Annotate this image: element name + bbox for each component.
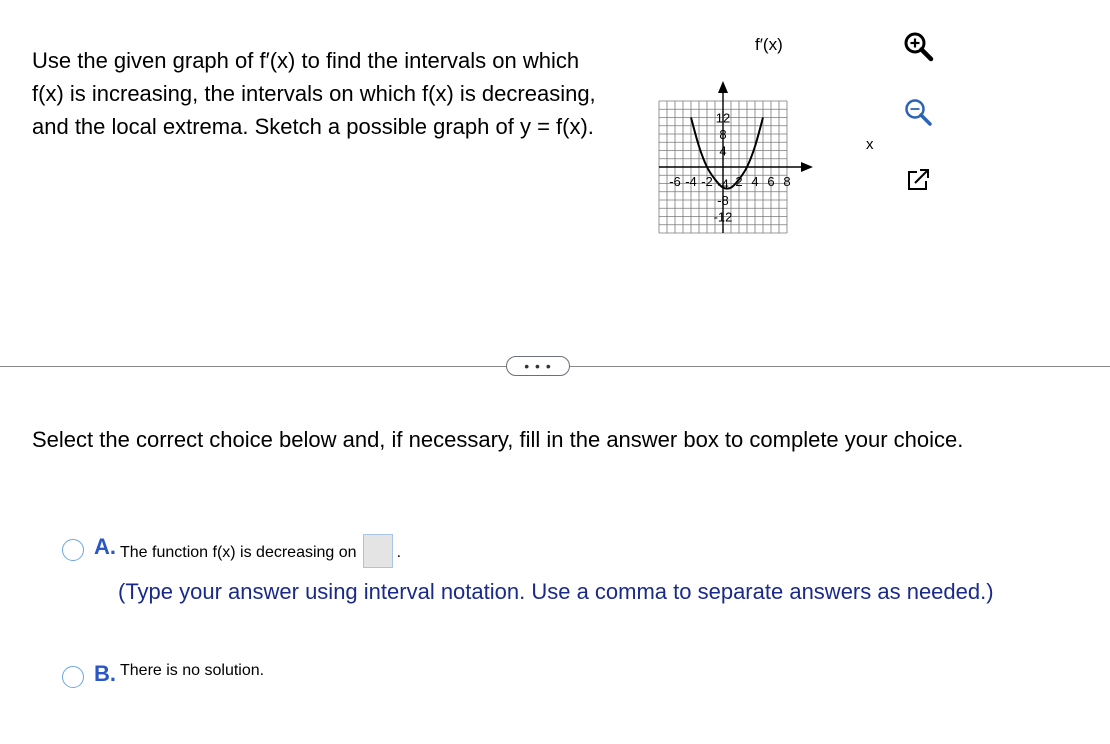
x-tick-label: -6 (669, 174, 681, 189)
x-axis-label: x (866, 136, 874, 153)
show-more-button[interactable]: • • • (506, 356, 570, 376)
x-tick-label: 8 (783, 174, 791, 189)
open-in-new-window-icon (900, 162, 936, 198)
y-tick-label: -12 (713, 209, 733, 225)
choice-b-radio[interactable] (62, 666, 84, 688)
choice-a-period: . (396, 544, 402, 562)
y-tick-label: -8 (717, 193, 729, 208)
choice-a-letter: A. (94, 534, 116, 559)
choice-a-hint: (Type your answer using interval notation. Use a comma to separate answers as needed.) (118, 579, 994, 604)
zoom-out-button[interactable] (900, 94, 936, 130)
choice-a-label: The function f(x) is decreasing on (120, 544, 357, 562)
choice-a-text-line (120, 536, 401, 570)
y-axis-label: f′(x) (755, 35, 783, 54)
question-text: Use the given graph of f′(x) to find the intervals on which f(x) is increasing, the intervals on which f(x) is decreasing, and the local extrema. Sketch a possible graph of y = f(x). (32, 48, 596, 139)
y-tick-label: 4 (719, 143, 727, 159)
graph-axes (659, 81, 813, 233)
y-tick-label: 8 (719, 127, 727, 142)
x-tick-label: 2 (735, 174, 743, 189)
y-tick-label: -4 (717, 176, 729, 192)
x-tick-label: 4 (751, 174, 759, 189)
x-tick-label: 6 (767, 174, 775, 189)
choice-a-radio[interactable] (62, 539, 84, 561)
y-tick-label: 12 (715, 110, 731, 126)
choice-b-text: There is no solution. (120, 662, 265, 679)
instructions-text: Select the correct choice below and, if necessary, fill in the answer box to complete your choice. (32, 427, 964, 452)
x-axis-arrow (801, 162, 813, 172)
x-tick-label: -2 (701, 174, 713, 189)
choice-b-letter: B. (94, 661, 116, 686)
zoom-in-icon (900, 28, 936, 64)
zoom-in-button[interactable] (900, 28, 936, 64)
derivative-graph (620, 28, 880, 278)
zoom-out-icon (900, 94, 936, 130)
open-in-new-window-button[interactable] (900, 162, 936, 198)
x-tick-label: -4 (685, 174, 697, 189)
y-axis-arrow (718, 81, 728, 93)
answer-box[interactable] (363, 534, 393, 568)
